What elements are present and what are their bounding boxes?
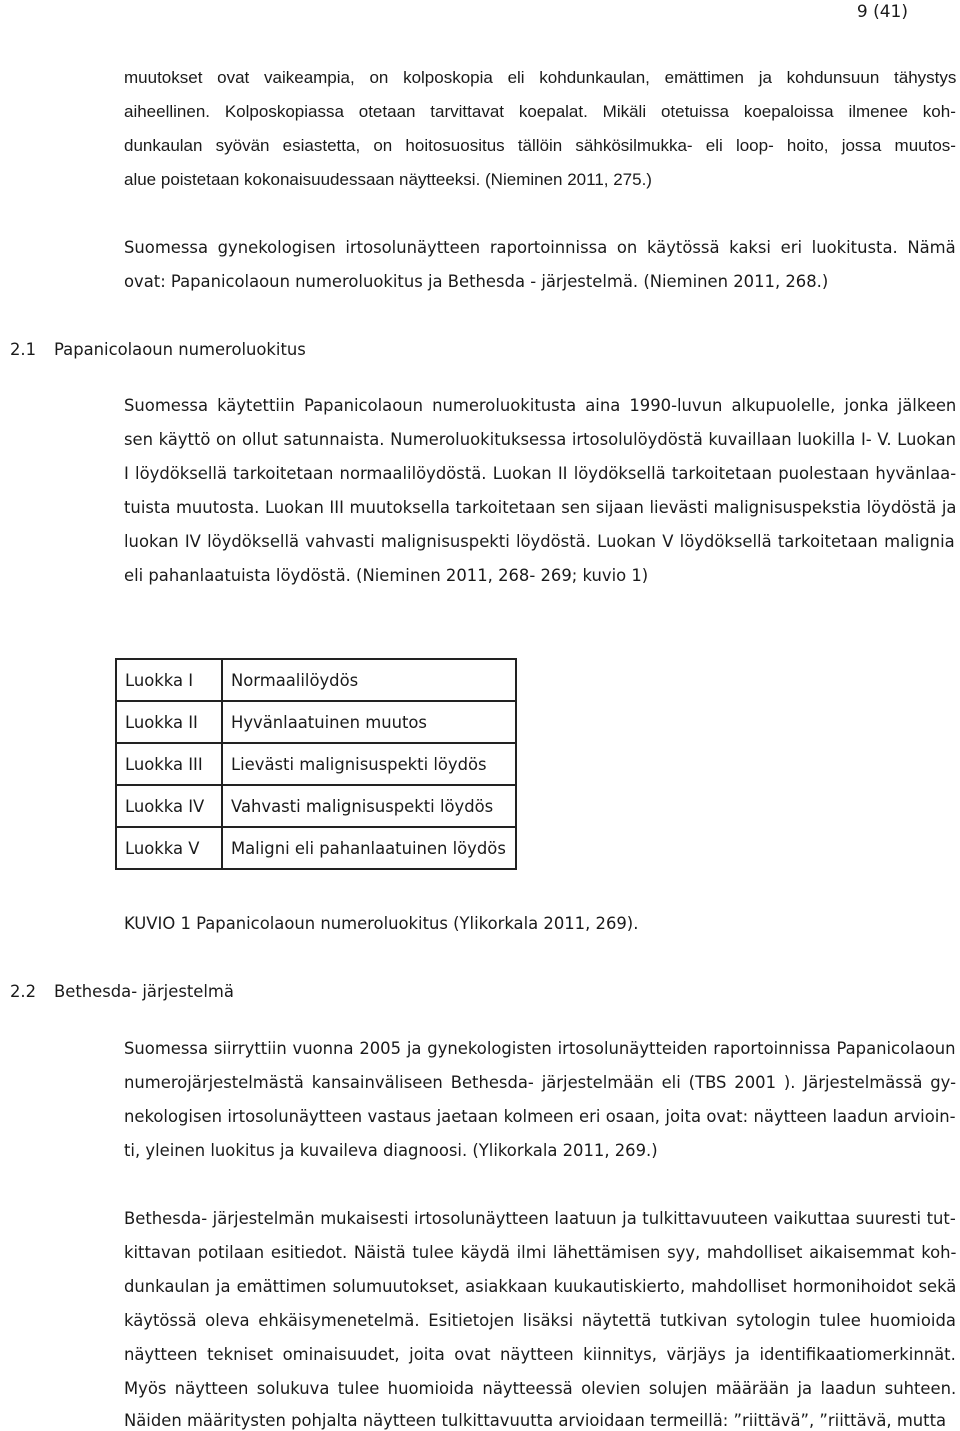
section-heading-2-1 xyxy=(10,340,306,360)
table-row xyxy=(116,743,516,785)
text-line: I löydöksellä tarkoitetaan normaalilöydöstä. Luokan II löydöksellä tarkoitetaan puolestaan hyvänlaa- xyxy=(124,464,957,483)
description-cell: Normaalilöydös xyxy=(222,659,516,701)
text-line: eli pahanlaatuista löydöstä. (Nieminen 2011, 268- 269; kuvio 1) xyxy=(124,566,649,585)
papanicolaou-class-table xyxy=(115,658,517,870)
section-title: Papanicolaoun numeroluokitus xyxy=(54,340,306,359)
section-number: 2.2 xyxy=(10,982,37,1001)
text-line: dunkaulan ja emättimen solumuutokset, asiakkaan kuukautiskierto, mahdolliset hormonihoidot sekä xyxy=(124,1277,957,1296)
text-line: näytteen tekniset ominaisuudet, joita ovat näytteen kiinnitys, värjäys ja identifikaatiomerkinnät. xyxy=(124,1345,956,1364)
text-line: aiheellinen. Kolposkopiassa otetaan tarvittavat koepalat. Mikäli otetuissa koepaloissa ilmenee koh- xyxy=(124,102,956,121)
text-line: Myös näytteen solukuva tulee huomioida näytteessä olevien solujen määrään ja laadun suhteen. xyxy=(124,1379,957,1398)
class-cell: Luokka III xyxy=(116,743,222,785)
section-heading-2-2 xyxy=(10,982,234,1002)
table-row xyxy=(116,701,516,743)
table-row xyxy=(116,659,516,701)
class-cell: Luokka V xyxy=(116,827,222,869)
text-line: muutokset ovat vaikeampia, on kolposkopia eli kohdunkaulan, emättimen ja kohdunsuun tähystys xyxy=(124,68,957,87)
page-number: 9 (41) xyxy=(856,2,908,22)
text-line: dunkaulan syövän esiastetta, on hoitosuositus tällöin sähkösilmukka- eli loop- hoito, jossa muutos- xyxy=(124,136,956,155)
class-cell: Luokka IV xyxy=(116,785,222,827)
class-cell: Luokka I xyxy=(116,659,222,701)
text-line: Näiden määritysten pohjalta näytteen tulkittavuutta arvioidaan termeillä: ”riittävä”, ”riittävä, mutta xyxy=(124,1411,947,1430)
description-cell: Lievästi malignisuspekti löydös xyxy=(222,743,516,785)
text-line: käytössä oleva ehkäisymenetelmä. Esitietojen lisäksi näytettä tutkivan sytologin tulee huomioida xyxy=(124,1311,956,1330)
text-line: ti, yleinen luokitus ja kuvaileva diagnoosi. (Ylikorkala 2011, 269.) xyxy=(124,1141,658,1160)
description-cell: Hyvänlaatuinen muutos xyxy=(222,701,516,743)
class-cell: Luokka II xyxy=(116,701,222,743)
figure-caption: KUVIO 1 Papanicolaoun numeroluokitus (Ylikorkala 2011, 269). xyxy=(124,914,639,933)
description-cell: Maligni eli pahanlaatuinen löydös xyxy=(222,827,516,869)
description-cell: Vahvasti malignisuspekti löydös xyxy=(222,785,516,827)
text-line: Bethesda- järjestelmän mukaisesti irtosolunäytteen laatuun ja tulkittavuuteen vaikuttaa suuresti tut- xyxy=(124,1209,956,1228)
text-line: Suomessa gynekologisen irtosolunäytteen raportoinnissa on käytössä kaksi eri luokitusta. Nämä xyxy=(124,238,956,257)
text-line: ovat: Papanicolaoun numeroluokitus ja Bethesda - järjestelmä. (Nieminen 2011, 268.) xyxy=(124,272,829,291)
text-line: sen käyttö on ollut satunnaista. Numeroluokituksessa irtosolulöydöstä kuvaillaan luokilla I- V. Luokan xyxy=(124,430,957,449)
text-line: luokan IV löydöksellä vahvasti malignisuspekti löydöstä. Luokan V löydöksellä tarkoitetaan malignia xyxy=(124,532,955,551)
text-line: nekologisen irtosolunäytteen vastaus jaetaan kolmeen eri osaan, joita ovat: näytteen laadun arvioin- xyxy=(124,1107,956,1126)
text-line: numerojärjestelmästä kansainväliseen Bethesda- järjestelmään eli (TBS 2001 ). Järjestelmässä gy- xyxy=(124,1073,956,1092)
section-number: 2.1 xyxy=(10,340,37,359)
text-line: Suomessa käytettiin Papanicolaoun numeroluokitusta aina 1990-luvun alkupuolelle, jonka jälkeen xyxy=(124,396,957,415)
text-line: alue poistetaan kokonaisuudessaan näytteeksi. (Nieminen 2011, 275.) xyxy=(124,170,652,189)
text-line: tuista muutosta. Luokan III muutoksella tarkoitetaan sen sijaan lievästi malignisuspekstia löydöstä ja xyxy=(124,498,957,517)
section-title: Bethesda- järjestelmä xyxy=(54,982,234,1001)
text-line: kittavan potilaan esitiedot. Näistä tulee käydä ilmi lähettämisen syy, mahdolliset aikaisemmat koh- xyxy=(124,1243,957,1262)
table-row xyxy=(116,785,516,827)
table-row xyxy=(116,827,516,869)
text-line: Suomessa siirryttiin vuonna 2005 ja gynekologisten irtosolunäytteiden raportoinnissa Papanicolaoun xyxy=(124,1039,956,1058)
